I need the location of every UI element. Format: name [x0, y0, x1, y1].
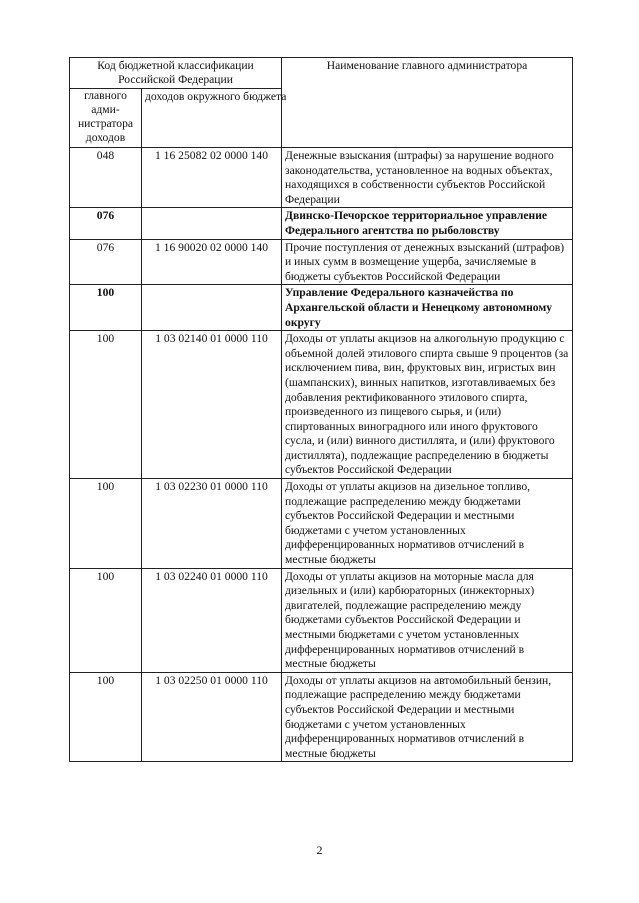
table-row	[70, 285, 573, 331]
admin-name-cell: Доходы от уплаты акцизов на алкогольную продукцию с объемной долей этилового спирта свыше 9 процентов (за исключением пива, вин, фруктовых вин, игристых вин (шампанских), винных напитков, изготавливаемых без добавления ректификованного этилового спирта, произведенного из пищевого сырья, и (или) спиртованных виноградного или иного фруктового сусла, и (или) винного дистиллята, и (или) фруктового дистиллята), подлежащие распределению в бюджеты субъектов Российской Федерации	[282, 331, 573, 479]
budget-code-cell: 1 03 02250 01 0000 110	[142, 672, 282, 762]
budget-code-cell: 1 16 90020 02 0000 140	[142, 239, 282, 285]
budget-classification-table	[69, 57, 573, 762]
admin-name-cell: Управление Федерального казначейства по Архангельской области и Ненецкому автономному округу	[282, 285, 573, 331]
admin-name-cell: Доходы от уплаты акцизов на моторные масла для дизельных и (или) карбюраторных (инжекторных) двигателей, подлежащие распределению между бюджетами субъектов Российской Федерации и местными бюджетами с учетом установленных дифференцированных нормативов отчислений в местные бюджеты	[282, 568, 573, 672]
header-row-group	[70, 58, 573, 89]
budget-code-cell: 1 03 02140 01 0000 110	[142, 331, 282, 479]
admin-name-cell: Доходы от уплаты акцизов на автомобильный бензин, подлежащие распределению между бюджетами субъектов Российской Федерации и местными бюджетами с учетом установленных дифференцированных нормативов отчислений в местные бюджеты	[282, 672, 573, 762]
admin-name-cell: Денежные взыскания (штрафы) за нарушение водного законодательства, установленное на водных объектах, находящихся в собственности субъектов Российской Федерации	[282, 148, 573, 208]
budget-code-cell: 1 03 02230 01 0000 110	[142, 479, 282, 569]
header-income-code: доходов окружного бюджета	[142, 89, 282, 148]
admin-code-cell: 100	[70, 479, 142, 569]
table-row	[70, 568, 573, 672]
admin-code-cell: 048	[70, 148, 142, 208]
admin-code-cell: 100	[70, 568, 142, 672]
table-row	[70, 208, 573, 239]
budget-code-cell	[142, 285, 282, 331]
admin-code-cell: 076	[70, 208, 142, 239]
header-admin-name: Наименование главного администратора	[282, 58, 573, 148]
table-row	[70, 148, 573, 208]
table-row	[70, 479, 573, 569]
admin-name-cell: Двинско-Печорское территориальное управление Федерального агентства по рыболовству	[282, 208, 573, 239]
header-admin-code: главного адми-нистратора доходов	[70, 89, 142, 148]
admin-name-cell: Доходы от уплаты акцизов на дизельное топливо, подлежащие распределению между бюджетами субъектов Российской Федерации и местными бюджетами с учетом установленных дифференцированных нормативов отчислений в местные бюджеты	[282, 479, 573, 569]
budget-code-cell: 1 16 25082 02 0000 140	[142, 148, 282, 208]
admin-code-cell: 100	[70, 285, 142, 331]
budget-code-cell	[142, 208, 282, 239]
table-row	[70, 239, 573, 285]
budget-code-cell: 1 03 02240 01 0000 110	[142, 568, 282, 672]
admin-code-cell: 100	[70, 331, 142, 479]
page-number: 2	[316, 843, 323, 857]
header-group-title: Код бюджетной классификации Российской Федерации	[70, 58, 282, 89]
admin-code-cell: 100	[70, 672, 142, 762]
table-row	[70, 672, 573, 762]
admin-name-cell: Прочие поступления от денежных взысканий (штрафов) и иных сумм в возмещение ущерба, зачисляемые в бюджеты субъектов Российской Федерации	[282, 239, 573, 285]
table-row	[70, 331, 573, 479]
admin-code-cell: 076	[70, 239, 142, 285]
